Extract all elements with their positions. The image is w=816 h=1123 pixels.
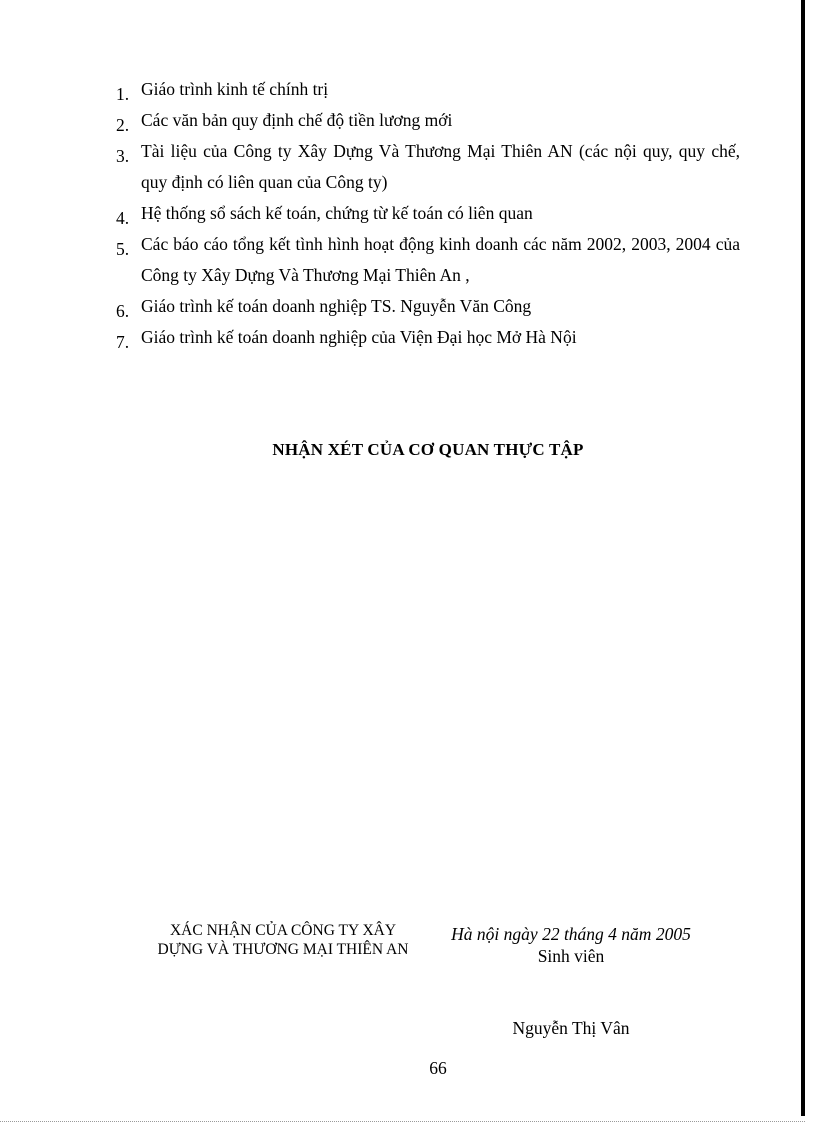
company-confirmation <box>138 921 428 959</box>
reference-text: Các văn bản quy định chế độ tiền lương mới <box>141 110 453 130</box>
signature-role: Sinh viên <box>537 946 605 966</box>
reference-item <box>116 74 740 105</box>
confirmation-line-2: DỰNG VÀ THƯƠNG MẠI THIÊN AN <box>157 941 409 958</box>
reference-item <box>116 291 740 322</box>
reference-text: Giáo trình kế toán doanh nghiệp của Viện Đại học Mở Hà Nội <box>141 327 577 347</box>
section-heading: NHẬN XÉT CỦA CƠ QUAN THỰC TẬP <box>272 440 584 459</box>
reference-text: Giáo trình kinh tế chính trị <box>141 79 329 99</box>
reference-number: 7. <box>116 332 130 352</box>
reference-number: 6. <box>116 301 130 321</box>
reference-number: 4. <box>116 208 130 228</box>
confirmation-line-1: XÁC NHẬN CỦA CÔNG TY XÂY <box>169 922 397 939</box>
reference-number: 3. <box>116 146 130 166</box>
signer-name: Nguyễn Thị Vân <box>512 1018 630 1038</box>
reference-item <box>116 105 740 136</box>
reference-item <box>116 322 740 353</box>
reference-number: 2. <box>116 115 130 135</box>
page-border-bottom <box>0 1121 805 1122</box>
reference-text: Các báo cáo tổng kết tình hình hoạt động kinh doanh các năm 2002, 2003, 2004 của Công ty Xây Dựng Và Thương Mại Thiên An , <box>141 234 740 285</box>
page-border-right <box>801 0 805 1116</box>
signature-date: Hà nội ngày 22 tháng 4 năm 2005 <box>451 924 691 944</box>
reference-number: 5. <box>116 239 130 259</box>
reference-list <box>116 74 740 353</box>
reference-item <box>116 136 740 198</box>
reference-number: 1. <box>116 84 130 104</box>
reference-text: Hệ thống sổ sách kế toán, chứng từ kế toán có liên quan <box>141 203 533 223</box>
reference-item <box>116 229 740 291</box>
page-number: 66 <box>429 1058 447 1078</box>
reference-text: Tài liệu của Công ty Xây Dựng Và Thương Mại Thiên AN (các nội quy, quy chế, quy định có liên quan của Công ty) <box>141 141 740 192</box>
reference-text: Giáo trình kế toán doanh nghiệp TS. Nguyễn Văn Công <box>141 296 532 316</box>
reference-item <box>116 198 740 229</box>
